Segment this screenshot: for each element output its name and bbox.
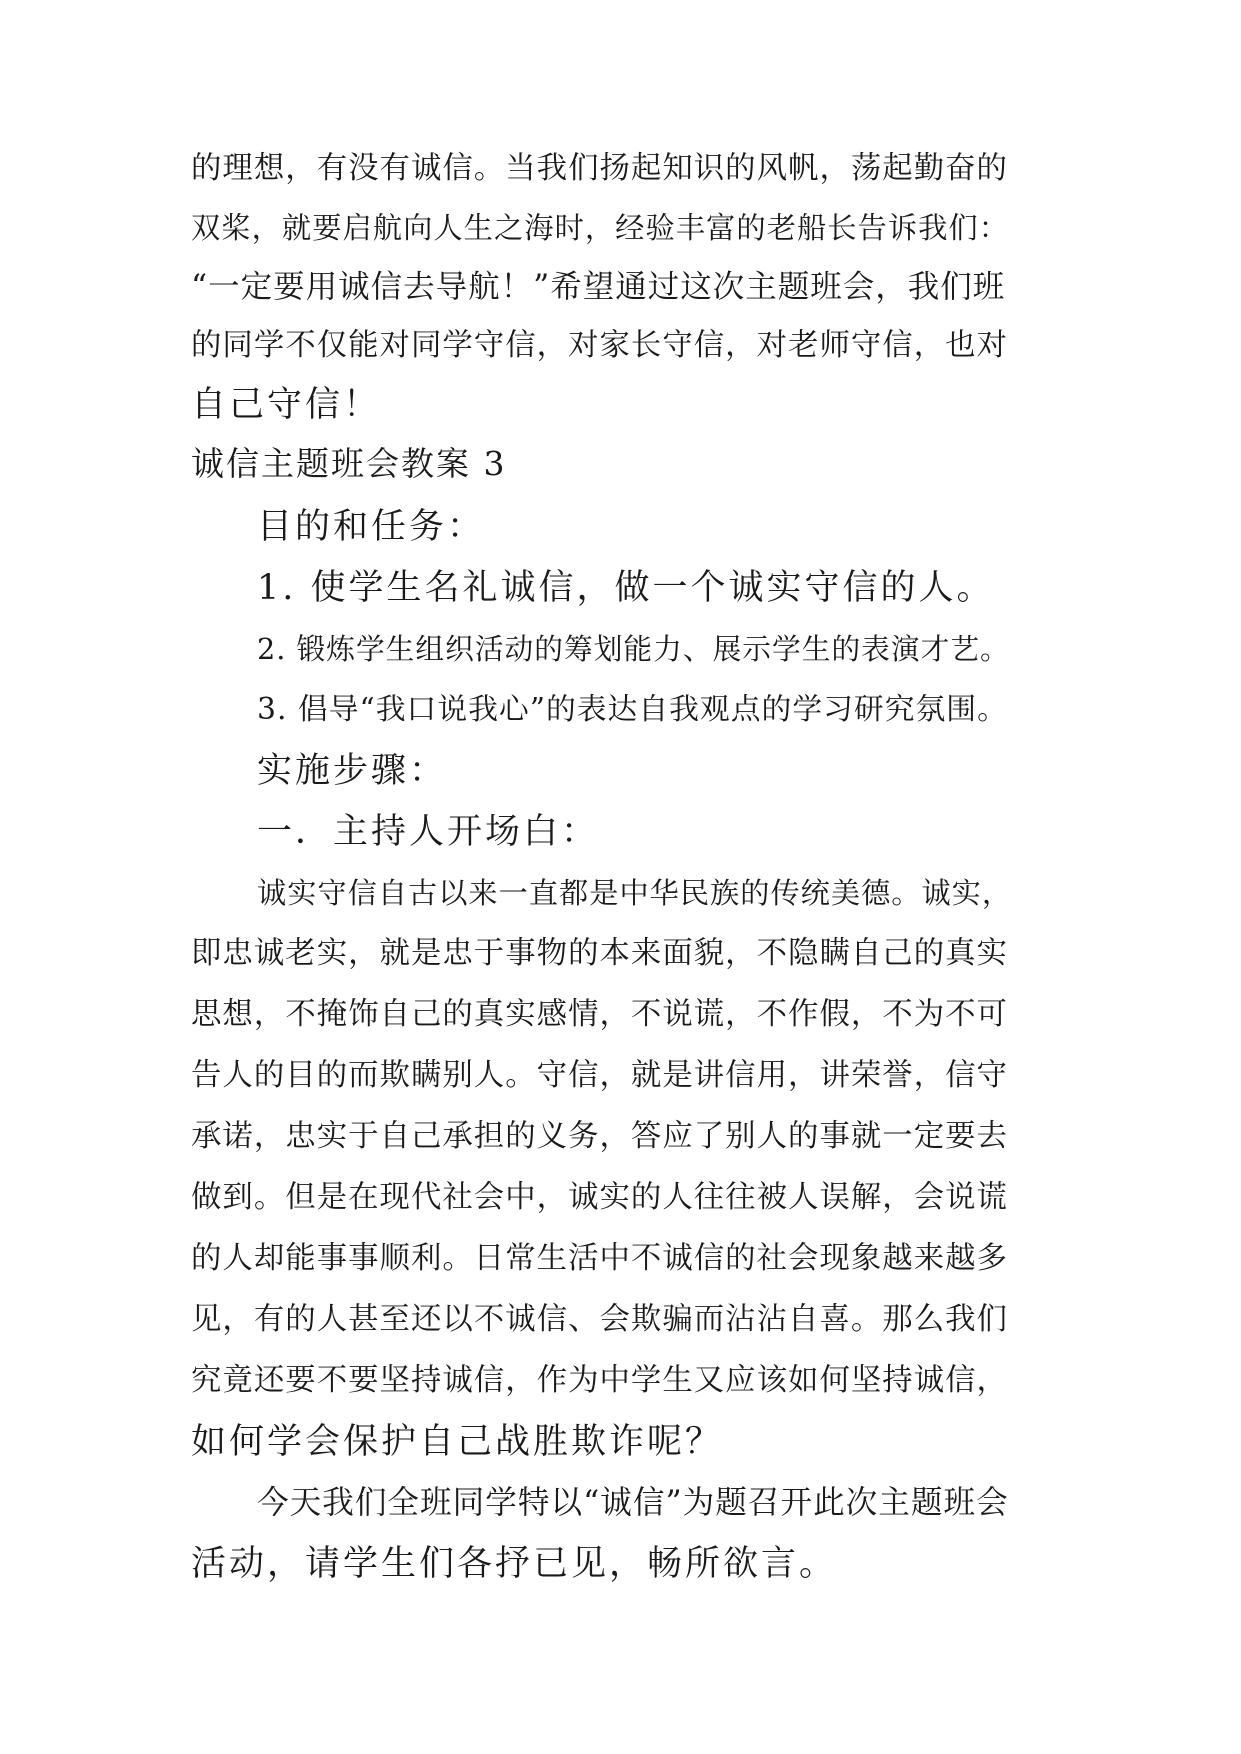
subheading-purpose: 目的和任务：: [257, 507, 486, 547]
paragraph-line: 今天我们全班同学特以“诚信”为题召开此次主题班会: [257, 1485, 1009, 1521]
list-item: 3. 倡导“我口说我心”的表达自我观点的学习研究氛围。: [257, 692, 1008, 727]
paragraph-line: 的理想，有没有诚信。当我们扬起知识的风帆，荡起勤奋的: [191, 151, 1008, 186]
paragraph-line: 即忠诚老实，就是忠于事物的本来面貌，不隐瞒自己的真实: [191, 936, 1008, 971]
paragraph-line: 告人的目的而欺瞒别人。守信，就是讲信用，讲荣誉，信守: [191, 1058, 1008, 1093]
paragraph-line: 的人却能事事顺利。日常生活中不诚信的社会现象越来越多: [191, 1241, 1008, 1276]
paragraph-line: 承诺，忠实于自己承担的义务，答应了别人的事就一定要去: [191, 1119, 1008, 1154]
section-heading: 诚信主题班会教案 3: [191, 444, 507, 483]
paragraph-line: 诚实守信自古以来一直都是中华民族的传统美德。诚实，: [257, 876, 1013, 910]
paragraph-line: 究竟还要不要坚持诚信，作为中学生又应该如何坚持诚信，: [191, 1363, 1008, 1398]
paragraph-line: 做到。但是在现代社会中，诚实的人往往被人误解，会说谎: [191, 1180, 1008, 1215]
paragraph-line: “一定要用诚信去导航！”希望通过这次主题班会，我们班: [191, 269, 1006, 305]
list-item: 1. 使学生名礼诚信，做一个诚实守信的人。: [257, 568, 995, 608]
paragraph-line: 双桨，就要启航向人生之海时，经验丰富的老船长告诉我们：: [191, 211, 1010, 245]
list-item: 2. 锻炼学生组织活动的筹划能力、展示学生的表演才艺。: [257, 632, 1010, 666]
subheading-steps: 实施步骤：: [257, 751, 448, 791]
paragraph-line: 思想，不掩饰自己的真实感情，不说谎，不作假，不为不可: [191, 997, 1008, 1032]
step-heading: 一．主持人开场白：: [257, 812, 600, 852]
paragraph-line: 活动，请学生们各抒已见，畅所欲言。: [191, 1544, 838, 1584]
paragraph-line: 自己守信！: [191, 385, 382, 425]
paragraph-line: 的同学不仅能对同学守信，对家长守信，对老师守信，也对: [191, 328, 1008, 363]
paragraph-line: 见，有的人甚至还以不诚信、会欺骗而沾沾自喜。那么我们: [191, 1302, 1008, 1337]
paragraph-line: 如何学会保护自己战胜欺诈呢？: [191, 1422, 724, 1462]
